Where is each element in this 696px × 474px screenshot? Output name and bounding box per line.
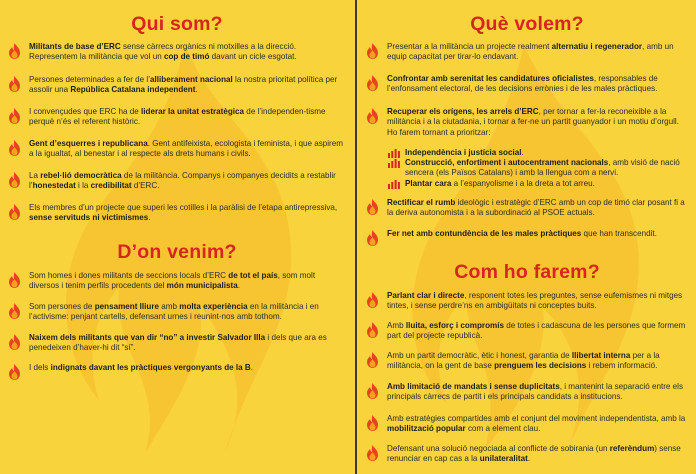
flame-bullet-icon [366, 292, 379, 308]
sub-list-item [388, 179, 688, 189]
list-item [8, 333, 344, 354]
list-item [366, 414, 688, 435]
item-text: Naixem dels militants que van dir “no” a investir Salvador Illa i dels que ara es penedeixen d’haver-hi dit “sí”. [29, 333, 327, 353]
item-text: Els membres d’un projecte que superi les cotilles i la paràlisi de l’etapa antirepressiva, sense servituds ni victimismes. [29, 203, 338, 223]
list-item [366, 198, 688, 219]
item-text: I dels indignats davant les pràctiques vergonyants de la B. [29, 363, 254, 372]
flame-bullet-icon [8, 76, 21, 92]
sub-list-item [388, 148, 688, 158]
flame-bullet-icon [8, 303, 21, 319]
list-item [8, 271, 344, 292]
section-title-que-volem: Què volem? [470, 13, 584, 35]
item-text: Militants de base d’ERC sense càrrecs orgànics ni motxilles a la direcció. Representem la militància que vol un cop de timó davant un cicle esgotat. [29, 42, 297, 62]
list-item [366, 382, 688, 403]
flame-bullet-icon [8, 172, 21, 188]
flame-bullet-icon [8, 140, 21, 156]
item-text: Rectificar el rumb ideològic i estratègic d’ERC amb un cop de timó clar posant fi a la deriva autonomista i a la subordinació al PSOE actuals. [387, 198, 685, 218]
flame-bullet-icon [366, 108, 379, 124]
list-item [366, 229, 688, 246]
flame-bullet-icon [366, 322, 379, 338]
item-text: Amb limitació de mandats i sense duplicitats, i mantenint la separació entre els principals càrrecs de partit i els principals candidats a institucions. [387, 382, 683, 402]
item-text: Presentar a la militància un projecte realment alternatiu i regenerador, amb un equip capacitat per tirar-lo endavant. [387, 42, 674, 62]
sub-item-text: Plantar cara a l’espanyolisme i a la dreta a tot arreu. [405, 179, 595, 188]
list-item [366, 74, 688, 95]
item-text: I convençudes que ERC ha de liderar la unitat estratègica de l’independen-tisme perquè n’és el referent històric. [29, 107, 326, 127]
item-text: Fer net amb contundència de les males pràctiques que han transcendit. [387, 229, 657, 238]
list-item [366, 291, 688, 312]
bars-bullet-icon [388, 158, 400, 168]
bars-bullet-icon [388, 179, 400, 189]
bars-bullet-icon [388, 148, 400, 158]
flame-bullet-icon [366, 43, 379, 59]
list-item [366, 444, 688, 465]
list-item [366, 42, 688, 63]
flame-bullet-icon [366, 383, 379, 399]
list-item [366, 321, 688, 342]
list-item [8, 139, 344, 160]
list-item [8, 363, 344, 380]
list-item [366, 107, 688, 138]
item-text: Persones determinades a fer de l’alliberament nacional la nostra prioritat política per assolir una República Catalana independent. [29, 75, 338, 95]
item-text: Defensant una solució negociada al conflicte de sobirania (un referèndum) sense renunciar en cap cas a la unilateralitat. [387, 444, 681, 464]
flame-bullet-icon [366, 75, 379, 91]
column-divider [355, 0, 357, 474]
item-text: Gent d’esquerres i republicana. Gent antifeixista, ecologista i feminista, i que aspirem a la igualtat, al benestar i al respecte als drets humans i civils. [29, 139, 343, 159]
section-title-don-venim: D’on venim? [117, 241, 237, 263]
list-item [366, 351, 688, 372]
list-item [8, 302, 344, 323]
sub-item-text: Independència i justícia social. [405, 148, 524, 157]
flame-bullet-icon [366, 415, 379, 431]
item-text: Parlant clar i directe, responent totes les preguntes, sense eufemismes ni mitges tintes, i sense perdre’ns en ambigüitats ni conceptes buits. [387, 291, 683, 311]
flame-bullet-icon [8, 204, 21, 220]
flame-bullet-icon [8, 334, 21, 350]
list-item [8, 171, 344, 192]
list-item [8, 203, 344, 224]
section-title-com-ho-farem: Com ho farem? [454, 261, 600, 283]
flame-bullet-icon [366, 230, 379, 246]
flame-bullet-icon [8, 272, 21, 288]
flame-bullet-icon [366, 199, 379, 215]
flame-bullet-icon [366, 445, 379, 461]
list-item [8, 75, 344, 96]
flame-bullet-icon [8, 364, 21, 380]
item-text: Amb un partit democràtic, ètic i honest, garantia de llibertat interna per a la militància, on la gent de base prenguem les decisions i rebem informació. [387, 351, 660, 371]
item-text: Recuperar els orígens, les arrels d’ERC, per tornar a fer-la reconeixible a la militància i a la ciutadania, i tornar a fer-ne un partit guanyador i un motiu d’orgull. Ho farem tornant a prioritzar: [387, 107, 679, 137]
item-text: Som homes i dones militants de seccions locals d’ERC de tot el país, som molt diversos i tenim perfils procedents del món municipalista. [29, 271, 316, 291]
section-title-qui-som: Qui som? [131, 13, 223, 35]
item-text: Amb lluita, esforç i compromís de totes i cadascuna de les persones que formem part del projecte republicà. [387, 321, 686, 341]
item-text: Som persones de pensament lliure amb molta experiència en la militància i en l’activisme: penjant cartells, defensant urnes i reunint-nos amb tothom. [29, 302, 319, 322]
sub-list-item [388, 158, 688, 179]
item-text: La rebel·lió democràtica de la militància. Companys i companyes decidits a restablir l’honestedat i la credibilitat d’ERC. [29, 171, 336, 191]
flame-bullet-icon [8, 43, 21, 59]
sub-item-text: Construcció, enfortiment i autocentrament nacionals, amb visió de nació sencera (els Països Catalans) i amb la llengua com a nervi. [405, 158, 680, 178]
list-item [8, 42, 344, 63]
list-item [8, 107, 344, 128]
item-text: Amb estratègies compartides amb el conjunt del moviment independentista, amb la mobilització popular com a element clau. [387, 414, 686, 434]
item-text: Confrontar amb serenitat les candidatures oficialistes, responsables de l’enfonsament electoral, de les decisions errònies i de les males pràctiques. [387, 74, 658, 94]
flame-bullet-icon [366, 352, 379, 368]
flame-bullet-icon [8, 108, 21, 124]
